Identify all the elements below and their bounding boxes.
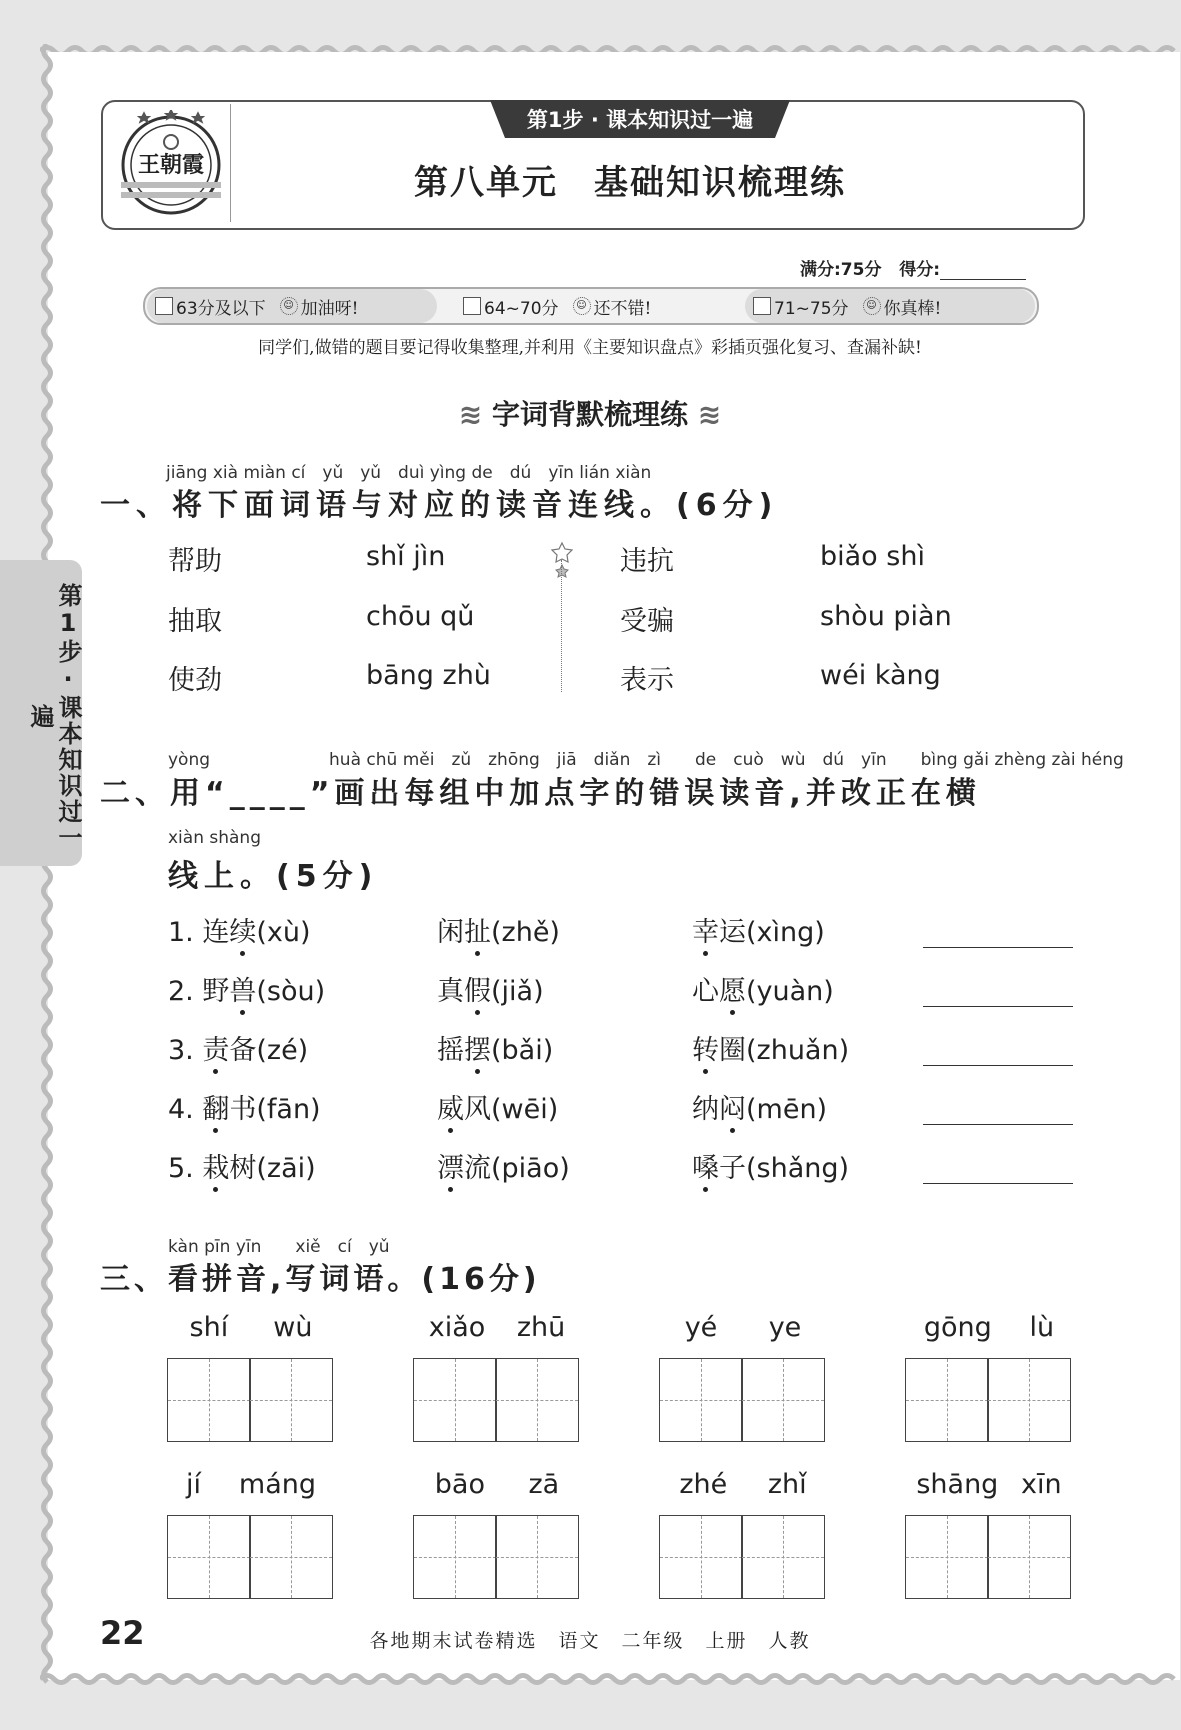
footer-text: 各地期末试卷精选 语文 二年级 上册 人教 (369, 1630, 811, 1652)
q2-item (692, 910, 825, 949)
q2-reading[interactable]: (zé) (256, 1035, 309, 1066)
q2-row (168, 910, 311, 949)
syllable: yé (684, 1312, 718, 1343)
syllable: shāng (916, 1469, 999, 1500)
side-step-tab-label: 第1步·课本知识过一遍 (26, 583, 82, 851)
logo-divider (230, 104, 231, 222)
syllable: zhé (679, 1469, 728, 1500)
writing-grid[interactable] (987, 1515, 1071, 1599)
unit-title: 第八单元 基础知识梳理练 (414, 163, 846, 203)
q2-dotted-char: 愿 (719, 976, 746, 1007)
q2-char: 树 (229, 1153, 257, 1184)
grade-range-1: 63分及以下 (176, 298, 266, 319)
q2-dotted-char: 威 (437, 1094, 464, 1125)
q1-title: 一、将下面词语与对应的读音连线。(6分) (100, 488, 779, 523)
q2-row (168, 1028, 308, 1067)
q2-row-num: 3. (168, 1035, 194, 1066)
q2-item (437, 910, 560, 949)
q2-reading[interactable]: (zhě) (491, 917, 560, 948)
q1-divider (561, 560, 562, 692)
syllable: shí (189, 1312, 229, 1343)
grade-checkbox-3[interactable] (753, 297, 771, 315)
writing-grid[interactable] (905, 1358, 989, 1442)
q2-item (692, 1146, 849, 1185)
syllable: zhǐ (767, 1469, 807, 1500)
word-pinyin (413, 1312, 581, 1343)
q2-char: 圈 (719, 1035, 746, 1066)
q2-row-num: 1. (168, 917, 194, 948)
writing-grid[interactable] (413, 1358, 497, 1442)
q1-pinyin: jiāng xià miàn cí yǔ yǔ duì yìng de dú yīn lián xiàn (166, 463, 652, 483)
grade-checkbox-2[interactable] (463, 297, 481, 315)
q2-reading[interactable]: (jiǎ) (491, 976, 544, 1007)
syllable: zā (528, 1469, 560, 1500)
grade-bar (143, 287, 1039, 325)
q1-right-pinyin[interactable]: wéi kàng (820, 660, 941, 691)
q2-dotted-char: 摆 (464, 1035, 491, 1066)
q2-row-num: 4. (168, 1094, 194, 1125)
q2-char: 真 (437, 976, 464, 1007)
q2-char: 运 (719, 917, 746, 948)
q2-item (692, 969, 834, 1008)
syllable: wù (273, 1312, 313, 1343)
grade-seg-2 (455, 289, 735, 323)
page-number: 22 (100, 1614, 145, 1652)
writing-grid[interactable] (905, 1515, 989, 1599)
q2-item (692, 1087, 827, 1126)
publisher-logo (116, 110, 226, 220)
q1-left-word[interactable]: 抽取 (168, 606, 222, 637)
got-score-label: 得分: (899, 260, 941, 280)
writing-grid[interactable] (659, 1358, 743, 1442)
q2-dotted-char: 假 (464, 976, 491, 1007)
q2-dotted-char: 闷 (719, 1094, 746, 1125)
q2-pinyin-line2: xiàn shàng (168, 828, 261, 848)
writing-grid[interactable] (413, 1515, 497, 1599)
q2-char: 心 (692, 976, 719, 1007)
smile-icon: ☺ (280, 297, 298, 315)
q1-left-pinyin[interactable]: chōu qǔ (366, 601, 475, 632)
q2-char: 摇 (437, 1035, 464, 1066)
wave-deco-icon: ≋ (458, 398, 492, 431)
q1-left-pinyin[interactable]: bāng zhù (366, 660, 491, 691)
q2-reading[interactable]: (piāo) (491, 1153, 570, 1184)
answer-line[interactable] (923, 1065, 1073, 1066)
writing-grid[interactable] (167, 1358, 251, 1442)
full-score-label: 满分:75分 (800, 260, 882, 280)
q2-item (692, 1028, 849, 1067)
writing-grid[interactable] (495, 1515, 579, 1599)
q2-dotted-char: 扯 (464, 917, 491, 948)
q2-row (168, 969, 325, 1008)
q1-right-word[interactable]: 表示 (620, 665, 674, 696)
q2-char: 子 (719, 1153, 746, 1184)
section-title-text: 字词背默梳理练 (491, 398, 688, 431)
q2-dotted-char: 幸 (692, 917, 719, 948)
answer-line[interactable] (923, 1183, 1073, 1184)
word-pinyin (659, 1312, 827, 1343)
q2-row (168, 1087, 321, 1126)
answer-line[interactable] (923, 1006, 1073, 1007)
writing-grid[interactable] (659, 1515, 743, 1599)
q2-char: 备 (229, 1035, 257, 1066)
q2-reading[interactable]: (sòu) (256, 976, 326, 1007)
syllable: máng (238, 1469, 317, 1500)
q2-reading[interactable]: (wēi) (491, 1094, 559, 1125)
q2-reading[interactable]: (shǎng) (746, 1153, 850, 1184)
word-pinyin (659, 1469, 827, 1500)
q2-reading[interactable]: (fān) (256, 1094, 321, 1125)
q2-char: 闲 (437, 917, 464, 948)
q2-item (437, 1087, 558, 1126)
q2-dotted-char: 兽 (229, 976, 257, 1007)
q1-left-word[interactable]: 帮助 (168, 546, 222, 577)
answer-line[interactable] (923, 1124, 1073, 1125)
q3-pinyin: kàn pīn yīn xiě cí yǔ (168, 1237, 390, 1257)
answer-line[interactable] (923, 947, 1073, 948)
writing-grid[interactable] (495, 1358, 579, 1442)
q2-dotted-char: 转 (692, 1035, 719, 1066)
page-border-bottom (40, 1672, 1181, 1686)
smile-icon: ☺ (573, 297, 591, 315)
grade-checkbox-1[interactable] (155, 297, 173, 315)
grade-seg-3 (745, 289, 1035, 323)
syllable: zhū (516, 1312, 566, 1343)
writing-grid[interactable] (987, 1358, 1071, 1442)
study-note: 同学们,做错的题目要记得收集整理,并利用《主要知识盘点》彩插页强化复习、查漏补缺! (258, 338, 922, 358)
q2-title-line2: 线上。(5分) (168, 859, 379, 894)
q2-dotted-char: 续 (229, 917, 257, 948)
q2-char: 纳 (692, 1094, 719, 1125)
q2-char: 书 (229, 1094, 257, 1125)
q2-reading[interactable]: (zāi) (256, 1153, 316, 1184)
syllable: ye (768, 1312, 802, 1343)
q1-right-pinyin[interactable]: biǎo shì (820, 541, 925, 572)
q2-item (437, 969, 544, 1008)
score-blank[interactable] (940, 265, 1026, 280)
q1-right-word[interactable]: 受骗 (620, 606, 674, 637)
q1-left-pinyin[interactable]: shǐ jìn (366, 541, 446, 572)
word-pinyin (413, 1469, 581, 1500)
word-pinyin (905, 1469, 1073, 1500)
q2-reading[interactable]: (zhuǎn) (746, 1035, 850, 1066)
q1-left-word[interactable]: 使劲 (168, 665, 222, 696)
q2-row-num: 2. (168, 976, 194, 1007)
q2-dotted-char: 嗓 (692, 1153, 719, 1184)
writing-grid[interactable] (167, 1515, 251, 1599)
q2-dotted-char: 栽 (202, 1153, 230, 1184)
star-icon (551, 541, 573, 581)
q2-title-line1: 二、用“____”画出每组中加点字的错误读音,并改正在横 (100, 776, 981, 811)
q2-row-num: 5. (168, 1153, 194, 1184)
q2-dotted-char: 责 (202, 1035, 230, 1066)
syllable: gōng (923, 1312, 992, 1343)
step-tab-label: 第1步 · 课本知识过一遍 (526, 108, 754, 132)
q1-right-word[interactable]: 违抗 (620, 546, 674, 577)
grade-seg-1 (147, 289, 437, 323)
q2-reading[interactable]: (bǎi) (491, 1035, 554, 1066)
syllable: bāo (434, 1469, 485, 1500)
section-title (300, 393, 880, 433)
grade-comment-2: 还不错! (593, 298, 652, 319)
q2-char: 连 (202, 917, 230, 948)
q2-item (437, 1146, 570, 1185)
word-pinyin (905, 1312, 1073, 1343)
q2-char: 风 (464, 1094, 491, 1125)
q2-reading[interactable]: (mēn) (746, 1094, 828, 1125)
grade-range-3: 71~75分 (774, 298, 849, 319)
grade-range-2: 64~70分 (484, 298, 559, 319)
wave-deco-icon: ≋ (688, 398, 722, 431)
writing-grid[interactable] (741, 1515, 825, 1599)
grade-comment-3: 你真棒! (883, 298, 942, 319)
q1-right-pinyin[interactable]: shòu piàn (820, 601, 952, 632)
logo-text: 王朝霞 (137, 152, 205, 178)
q2-reading[interactable]: (xìng) (746, 917, 825, 948)
grade-comment-1: 加油呀! (300, 298, 359, 319)
writing-grid[interactable] (249, 1358, 333, 1442)
score-line (800, 255, 1026, 280)
word-pinyin (167, 1469, 335, 1500)
q2-dotted-char: 漂 (437, 1153, 464, 1184)
syllable: xiǎo (428, 1312, 486, 1343)
q2-row (168, 1146, 316, 1185)
q2-item (437, 1028, 553, 1067)
writing-grid[interactable] (741, 1358, 825, 1442)
q2-dotted-char: 翻 (202, 1094, 230, 1125)
syllable: jí (185, 1469, 201, 1500)
syllable: xīn (1021, 1469, 1062, 1500)
q2-char: 野 (202, 976, 230, 1007)
q2-reading[interactable]: (xù) (256, 917, 311, 948)
word-pinyin (167, 1312, 335, 1343)
syllable: lù (1029, 1312, 1055, 1343)
q2-reading[interactable]: (yuàn) (746, 976, 834, 1007)
smile-icon: ☺ (863, 297, 881, 315)
q3-title: 三、看拼音,写词语。(16分) (100, 1262, 541, 1297)
q2-pinyin-line1: yòng huà chū měi zǔ zhōng jiā diǎn zì de cuò wù dú yīn bìng gǎi zhèng zài héng (168, 750, 1124, 770)
writing-grid[interactable] (249, 1515, 333, 1599)
q2-char: 流 (464, 1153, 491, 1184)
